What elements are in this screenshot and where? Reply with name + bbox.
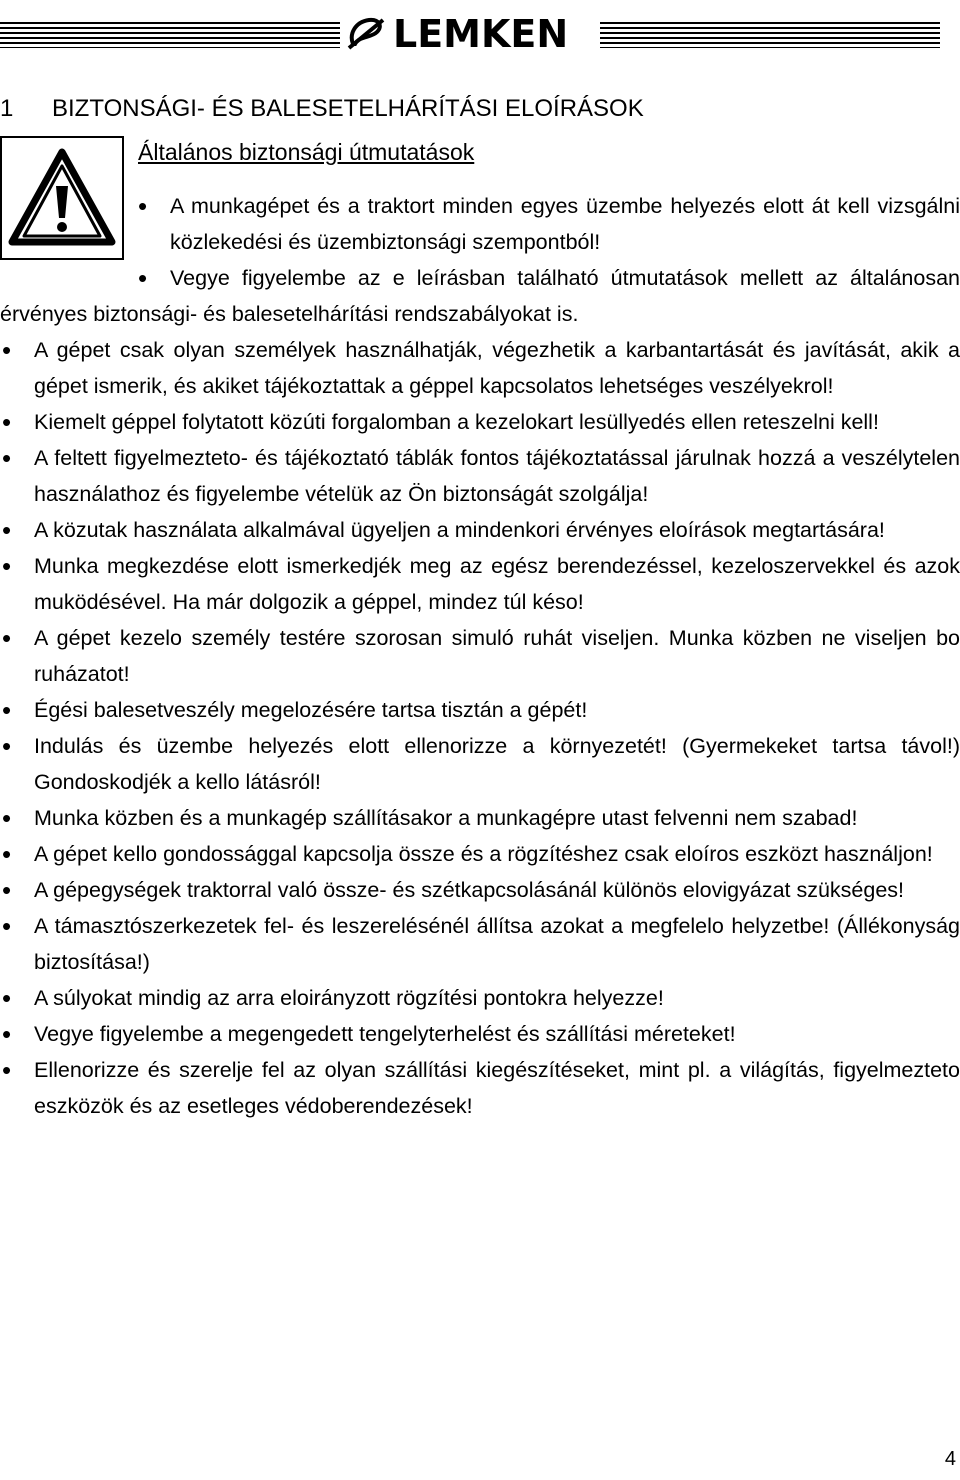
bullet: •	[2, 335, 12, 365]
list-item: • Kiemelt géppel folytatott közúti forgalomban a kezelokart lesüllyedés ellen reteszelni kell!	[0, 404, 960, 440]
section-heading	[0, 94, 644, 124]
page-number: 4	[944, 1448, 956, 1470]
bullet: •	[2, 839, 12, 869]
list-item: • Munka megkezdése elott ismerkedjék meg az egész berendezéssel, kezeloszervekkel és azok muködésével. Ha már dolgozik a géppel, mindez túl késo!	[0, 548, 960, 620]
bullet: •	[2, 695, 12, 725]
brand-name: LEMKEN	[393, 12, 569, 56]
lemken-mark-icon	[345, 14, 387, 54]
section-title: BIZTONSÁGI- ÉS BALESETELHÁRÍTÁSI ELOÍRÁSOK	[52, 95, 644, 122]
subsection-title: Általános biztonsági útmutatások	[138, 139, 475, 165]
bullet: •	[2, 407, 12, 437]
bullet: •	[2, 731, 12, 761]
list-item: • A támasztószerkezetek fel- és leszerelésénél állítsa azokat a megfelelo helyzetbe! (Állékonyság biztosítása!)	[0, 908, 960, 980]
list-item: • Vegye figyelembe a megengedett tengelyterhelést és szállítási méreteket!	[0, 1016, 960, 1052]
brand-logo	[345, 10, 568, 58]
list-item: • A gépet csak olyan személyek használhatják, végezhetik a karbantartását és javítását, akik a gépet ismerik, és akiket tájékoztattak a géppel kapcsolatos lehetséges veszélyekrol!	[0, 332, 960, 404]
bullet: •	[138, 263, 148, 293]
bullet: •	[2, 623, 12, 653]
bullet: •	[2, 911, 12, 941]
list-item: • A feltett figyelmezteto- és tájékoztató táblák fontos tájékoztatással járulnak hozzá a veszélytelen használathoz és figyelembe vételük az Ön biztonságát szolgálja!	[0, 440, 960, 512]
list-item: • A közutak használata alkalmával ügyeljen a mindenkori érvényes eloírások megtartására!	[0, 512, 960, 548]
bullet: •	[2, 875, 12, 905]
list-item: • Munka közben és a munkagép szállításakor a munkagépre utast felvenni nem szabad!	[0, 800, 960, 836]
bullet: •	[2, 983, 12, 1013]
bullet: •	[2, 515, 12, 545]
list-item: • Égési balesetveszély megelozésére tartsa tisztán a gépét!	[0, 692, 960, 728]
bullet: •	[2, 551, 12, 581]
list-item: • Ellenorizze és szerelje fel az olyan szállítási kiegészítéseket, mint pl. a világítás, figyelmezteto eszközök és az esetleges védoberendezések!	[0, 1052, 960, 1124]
bullet: •	[138, 191, 148, 221]
list-item: • A munkagépet és a traktort minden egyes üzembe helyezés elott át kell vizsgálni közlekedési és üzembiztonsági szempontból!	[0, 188, 960, 260]
list-item: • A gépegységek traktorral való össze- és szétkapcsolásánál különös elovigyázat szükséges!	[0, 872, 960, 908]
list-item: • Indulás és üzembe helyezés elott ellenorizze a környezetét! (Gyermekeket tartsa távol!) Gondoskodjék a kello látásról!	[0, 728, 960, 800]
header-rule-right	[600, 22, 940, 48]
list-item: • Vegye figyelembe az e leírásban található útmutatások mellett az általánosan érvényes biztonsági- és balesetelhárítási rendszabályokat is.	[0, 260, 960, 332]
section-number: 1	[0, 95, 14, 122]
list-item: • A gépet kezelo személy testére szorosan simuló ruhát viseljen. Munka közben ne viseljen bo ruházatot!	[0, 620, 960, 692]
bullet: •	[2, 443, 12, 473]
safety-instructions-list	[0, 188, 960, 1124]
bullet: •	[2, 1055, 12, 1085]
header-rule-left	[0, 22, 340, 48]
bullet: •	[2, 1019, 12, 1049]
list-item: • A gépet kello gondossággal kapcsolja össze és a rögzítéshez csak eloíros eszközt használjon!	[0, 836, 960, 872]
bullet: •	[2, 803, 12, 833]
list-item: • A súlyokat mindig az arra eloirányzott rögzítési pontokra helyezze!	[0, 980, 960, 1016]
